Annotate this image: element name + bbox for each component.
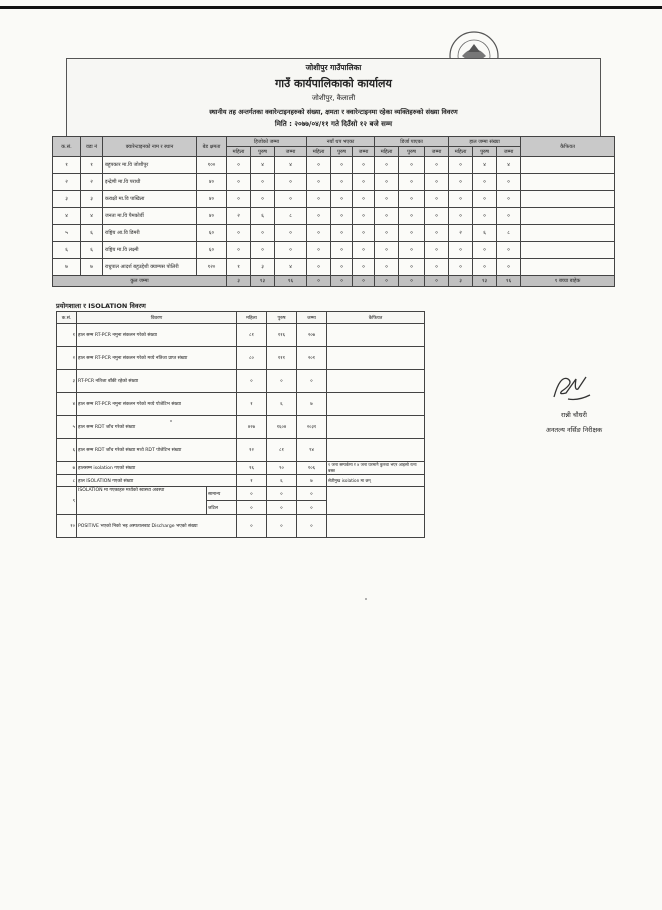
cell-value: ० bbox=[497, 191, 521, 208]
iso-female: ८० bbox=[237, 347, 267, 370]
cell-value: ० bbox=[375, 259, 399, 276]
cell-value: ० bbox=[227, 225, 251, 242]
iso-desc: RT-PCR नतिजा बाँकी रहेको संख्या bbox=[77, 370, 237, 393]
table-row bbox=[53, 157, 615, 174]
cell-value: ० bbox=[449, 208, 473, 225]
total-value: १३ bbox=[473, 276, 497, 287]
iso-desc: हाल सम्म RT-PCR नमुना संकलन गरेको संख्या bbox=[77, 324, 237, 347]
document-header bbox=[66, 58, 601, 139]
iso-remarks: सेतीमुख isolation मा छन् bbox=[327, 475, 425, 487]
scan-speck bbox=[170, 420, 172, 422]
cell-ward: ६ bbox=[81, 242, 103, 259]
iso-sub-label: सामान्य bbox=[207, 487, 237, 501]
cell-value: ० bbox=[227, 191, 251, 208]
col-group-yesterday: हिजोको जम्मा bbox=[227, 137, 307, 147]
iso-desc: हाल ISOLATION गएको संख्या bbox=[77, 475, 237, 487]
iso-female: ० bbox=[237, 370, 267, 393]
cell-value: ० bbox=[449, 174, 473, 191]
cell-remarks bbox=[521, 191, 615, 208]
cell-ward: २ bbox=[81, 174, 103, 191]
cell-value: ० bbox=[399, 191, 425, 208]
iso-col-remarks: कैफियत bbox=[327, 312, 425, 324]
cell-value: ० bbox=[375, 174, 399, 191]
isolation-section-title: प्रयोगशाला र ISOLATION विवरण bbox=[56, 302, 146, 310]
cell-value: ० bbox=[227, 157, 251, 174]
iso-female: ८१ bbox=[237, 324, 267, 347]
col-total: जम्मा bbox=[353, 147, 375, 157]
cell-sn: ४ bbox=[53, 208, 81, 225]
quarantine-table bbox=[52, 136, 615, 287]
cell-value: ० bbox=[353, 208, 375, 225]
cell-capacity: ४० bbox=[197, 191, 227, 208]
table-row bbox=[53, 225, 615, 242]
cell-value: ० bbox=[251, 242, 275, 259]
iso-remarks bbox=[327, 347, 425, 370]
col-group-current: हाल जम्मा संख्या bbox=[449, 137, 521, 147]
col-name: क्वारेन्टाइनको नाम र स्थान bbox=[103, 137, 197, 157]
iso-total: ० bbox=[297, 370, 327, 393]
iso-male: ११६ bbox=[267, 324, 297, 347]
cell-value: ० bbox=[331, 208, 353, 225]
iso-row bbox=[57, 439, 425, 462]
cell-sn: ६ bbox=[53, 242, 81, 259]
iso-remarks bbox=[327, 370, 425, 393]
cell-value: ० bbox=[473, 242, 497, 259]
cell-value: ० bbox=[353, 174, 375, 191]
iso-remarks bbox=[327, 487, 425, 515]
cell-value: ० bbox=[275, 225, 307, 242]
cell-value: ० bbox=[307, 157, 331, 174]
cell-remarks bbox=[521, 208, 615, 225]
col-total: जम्मा bbox=[275, 147, 307, 157]
cell-remarks bbox=[521, 225, 615, 242]
cell-value: ० bbox=[449, 157, 473, 174]
cell-value: ० bbox=[497, 174, 521, 191]
iso-remarks bbox=[327, 416, 425, 439]
iso-total: २०३१ bbox=[297, 416, 327, 439]
total-label: कुल जम्मा bbox=[53, 276, 227, 287]
scan-speck bbox=[365, 598, 367, 600]
cell-value: २ bbox=[227, 208, 251, 225]
total-value: ० bbox=[331, 276, 353, 287]
cell-value: ० bbox=[307, 242, 331, 259]
iso-male: ० bbox=[267, 501, 297, 515]
col-group-discharged: डिर्जा पाएका bbox=[375, 137, 449, 147]
office-address: जोशीपुर, कैलाली bbox=[311, 94, 356, 102]
cell-value: ० bbox=[425, 242, 449, 259]
cell-value: ४ bbox=[275, 259, 307, 276]
cell-ward: ४ bbox=[81, 208, 103, 225]
iso-male: ० bbox=[267, 487, 297, 501]
cell-value: ० bbox=[353, 259, 375, 276]
iso-male: ९० bbox=[267, 462, 297, 475]
col-sn: क.सं. bbox=[53, 137, 81, 157]
cell-ward: ६ bbox=[81, 225, 103, 242]
cell-value: ० bbox=[473, 259, 497, 276]
total-value: १६ bbox=[275, 276, 307, 287]
iso-total: २०१ bbox=[297, 347, 327, 370]
iso-male: ८१ bbox=[267, 439, 297, 462]
iso-female: ० bbox=[237, 501, 267, 515]
col-total: जम्मा bbox=[425, 147, 449, 157]
cell-value: ० bbox=[473, 174, 497, 191]
iso-row bbox=[57, 370, 425, 393]
iso-female: ० bbox=[237, 487, 267, 501]
iso-male: ० bbox=[267, 370, 297, 393]
total-row bbox=[53, 276, 615, 287]
iso-female: ० bbox=[237, 515, 267, 538]
cell-value: ० bbox=[399, 208, 425, 225]
cell-value: ० bbox=[449, 259, 473, 276]
cell-remarks bbox=[521, 174, 615, 191]
col-total: जम्मा bbox=[497, 147, 521, 157]
cell-value: ० bbox=[331, 157, 353, 174]
cell-sn: ५ bbox=[53, 225, 81, 242]
iso-total: ० bbox=[297, 501, 327, 515]
iso-male: ६ bbox=[267, 475, 297, 487]
col-female: महिला bbox=[375, 147, 399, 157]
iso-male: ० bbox=[267, 515, 297, 538]
municipality-name: जोशीपुर गाउँपालिका bbox=[305, 63, 362, 72]
cell-value: ० bbox=[399, 225, 425, 242]
signatory-title: अनतल्य नर्सिङ निरीक्षक bbox=[545, 426, 603, 434]
total-value: ० bbox=[399, 276, 425, 287]
cell-value: ० bbox=[425, 225, 449, 242]
cell-remarks bbox=[521, 259, 615, 276]
cell-value: ० bbox=[331, 225, 353, 242]
cell-value: ० bbox=[399, 157, 425, 174]
cell-value: ० bbox=[307, 225, 331, 242]
cell-name: राधुपाल आदर्श बहुउद्देशी क्याम्पस पोलिरी bbox=[103, 259, 197, 276]
iso-sn: ६ bbox=[57, 439, 77, 462]
cell-value: ० bbox=[307, 174, 331, 191]
iso-col-female: महिला bbox=[237, 312, 267, 324]
iso-row bbox=[57, 487, 425, 501]
cell-value: ० bbox=[425, 259, 449, 276]
report-subject: स्थानीय तह अन्तर्गतका क्वारेन्टाइनहरुको संख्या, क्षमता र क्वारेन्टाइनमा रहेका व्यक्तिहरुको संख्या विवरण bbox=[209, 108, 458, 116]
iso-sub-label: जटिल bbox=[207, 501, 237, 515]
cell-capacity: ६० bbox=[197, 242, 227, 259]
iso-female: १ bbox=[237, 475, 267, 487]
cell-value: ० bbox=[331, 242, 353, 259]
cell-value: ४ bbox=[473, 157, 497, 174]
iso-row bbox=[57, 393, 425, 416]
cell-value: ० bbox=[497, 208, 521, 225]
cell-ward: १ bbox=[81, 157, 103, 174]
cell-name: कराक्षी मा.वि पाखिला bbox=[103, 191, 197, 208]
iso-desc: हाल सम्म RT-PCR नमुना संकलन गरेको मध्ये नतिजा प्राप्त संख्या bbox=[77, 347, 237, 370]
iso-col-total: जम्मा bbox=[297, 312, 327, 324]
iso-row bbox=[57, 515, 425, 538]
iso-col-sn: क.सं. bbox=[57, 312, 77, 324]
cell-value: ० bbox=[375, 157, 399, 174]
cell-value: ० bbox=[331, 174, 353, 191]
cell-value: ८ bbox=[275, 208, 307, 225]
iso-desc: हाल सम्म RDT जाँच गरेको संख्या मध्ये RDT पोजेटिभ संख्या bbox=[77, 439, 237, 462]
cell-value: ० bbox=[353, 242, 375, 259]
total-value: ० bbox=[425, 276, 449, 287]
cell-value: ० bbox=[399, 242, 425, 259]
iso-sn: २ bbox=[57, 347, 77, 370]
iso-total: २०७ bbox=[297, 324, 327, 347]
report-date: मिति : २०७७/०४/११ गते दिउँसो १२ बजे सम्म bbox=[274, 120, 393, 128]
cell-value: ० bbox=[307, 259, 331, 276]
cell-value: ० bbox=[275, 174, 307, 191]
iso-row bbox=[57, 462, 425, 475]
cell-value: ० bbox=[399, 259, 425, 276]
cell-remarks bbox=[521, 242, 615, 259]
iso-remarks bbox=[327, 515, 425, 538]
iso-male: १६०४ bbox=[267, 416, 297, 439]
cell-value: ६ bbox=[251, 208, 275, 225]
cell-name: राष्ट्रिय मा.वि लक्ष्मी bbox=[103, 242, 197, 259]
cell-name: जनता मा.वि पैमकोर्वी bbox=[103, 208, 197, 225]
cell-ward: ३ bbox=[81, 191, 103, 208]
cell-value: ० bbox=[425, 174, 449, 191]
cell-value: ० bbox=[425, 208, 449, 225]
iso-desc: ISOLATION मा गएकाहरु मध्येको स्वास्थ्य अवस्था bbox=[77, 487, 207, 515]
cell-remarks bbox=[521, 157, 615, 174]
iso-row bbox=[57, 475, 425, 487]
table-row bbox=[53, 174, 615, 191]
cell-value: ० bbox=[251, 191, 275, 208]
cell-value: ० bbox=[375, 242, 399, 259]
cell-value: २ bbox=[449, 225, 473, 242]
col-female: महिला bbox=[449, 147, 473, 157]
cell-value: ० bbox=[307, 208, 331, 225]
cell-value: ० bbox=[375, 191, 399, 208]
total-value: १३ bbox=[251, 276, 275, 287]
cell-value: ० bbox=[497, 259, 521, 276]
iso-female: १२ bbox=[237, 439, 267, 462]
cell-value: ४ bbox=[497, 157, 521, 174]
cell-sn: १ bbox=[53, 157, 81, 174]
col-male: पुरुष bbox=[399, 147, 425, 157]
iso-col-male: पुरुष bbox=[267, 312, 297, 324]
total-value: ३ bbox=[449, 276, 473, 287]
col-capacity: बेड क्षमता bbox=[197, 137, 227, 157]
scan-top-border bbox=[0, 6, 662, 9]
cell-capacity: ४० bbox=[197, 208, 227, 225]
col-male: पुरुष bbox=[473, 147, 497, 157]
iso-row bbox=[57, 416, 425, 439]
table-row bbox=[53, 191, 615, 208]
cell-value: ० bbox=[331, 259, 353, 276]
total-value: ० bbox=[353, 276, 375, 287]
iso-desc: हालसम्म isolation गएको संख्या bbox=[77, 462, 237, 475]
iso-remarks bbox=[327, 324, 425, 347]
iso-sn: ८ bbox=[57, 475, 77, 487]
cell-value: ० bbox=[251, 225, 275, 242]
cell-value: ० bbox=[227, 174, 251, 191]
cell-value: ० bbox=[275, 191, 307, 208]
iso-sn: ५ bbox=[57, 416, 77, 439]
iso-sn: ३ bbox=[57, 370, 77, 393]
office-title: गाउँ कार्यपालिकाको कार्यालय bbox=[275, 77, 392, 90]
total-value: ० bbox=[375, 276, 399, 287]
iso-desc: हाल सम्म RT-PCR नमुना संकलन गरेको मध्ये पोजेटिभ संख्या bbox=[77, 393, 237, 416]
cell-value: ० bbox=[425, 157, 449, 174]
col-female: महिला bbox=[307, 147, 331, 157]
iso-female: ४२७ bbox=[237, 416, 267, 439]
cell-value: ० bbox=[449, 242, 473, 259]
cell-value: ० bbox=[227, 242, 251, 259]
iso-total: ७ bbox=[297, 475, 327, 487]
cell-value: १ bbox=[227, 259, 251, 276]
cell-value: ० bbox=[251, 174, 275, 191]
col-remarks: कैफियत bbox=[521, 137, 615, 157]
cell-value: ४ bbox=[275, 157, 307, 174]
cell-value: ० bbox=[307, 191, 331, 208]
iso-sn: ७ bbox=[57, 462, 77, 475]
cell-value: ० bbox=[399, 174, 425, 191]
cell-ward: ७ bbox=[81, 259, 103, 276]
table-row bbox=[53, 208, 615, 225]
col-male: पुरुष bbox=[251, 147, 275, 157]
iso-sn: १० bbox=[57, 515, 77, 538]
cell-name: इन्द्रेणी मा.वि पराधी bbox=[103, 174, 197, 191]
col-ward: वडा नं bbox=[81, 137, 103, 157]
col-male: पुरुष bbox=[331, 147, 353, 157]
col-female: महिला bbox=[227, 147, 251, 157]
cell-value: ० bbox=[425, 191, 449, 208]
iso-sn: ९ bbox=[57, 487, 77, 515]
iso-total: १०६ bbox=[297, 462, 327, 475]
total-value: ३ bbox=[227, 276, 251, 287]
cell-capacity: ४० bbox=[197, 174, 227, 191]
cell-name: राष्ट्रिय आ.वि डिमरी bbox=[103, 225, 197, 242]
cell-capacity: १०० bbox=[197, 157, 227, 174]
iso-remarks bbox=[327, 439, 425, 462]
cell-value: ० bbox=[473, 208, 497, 225]
table-row bbox=[53, 259, 615, 276]
cell-value: ० bbox=[497, 242, 521, 259]
iso-female: १६ bbox=[237, 462, 267, 475]
cell-sn: ३ bbox=[53, 191, 81, 208]
iso-male: १११ bbox=[267, 347, 297, 370]
handwritten-signature bbox=[548, 369, 594, 405]
cell-value: ० bbox=[375, 208, 399, 225]
iso-desc: POSITIVE भएको निको भइ अस्पतालबाट Discharge भएको संख्या bbox=[77, 515, 237, 538]
cell-value: ० bbox=[353, 157, 375, 174]
iso-male: ६ bbox=[267, 393, 297, 416]
iso-remarks: १ जना सम्पर्कमा र ४ जना घरमानै कुरुवा भएर आइसो रत्ना बस्छ bbox=[327, 462, 425, 475]
cell-value: ० bbox=[331, 191, 353, 208]
cell-value: ८ bbox=[497, 225, 521, 242]
iso-desc: हाल सम्म RDT जाँच गरेको संख्या bbox=[77, 416, 237, 439]
cell-value: ० bbox=[353, 191, 375, 208]
iso-total: ० bbox=[297, 487, 327, 501]
cell-sn: २ bbox=[53, 174, 81, 191]
cell-value: ० bbox=[473, 191, 497, 208]
table-row bbox=[53, 242, 615, 259]
cell-value: ० bbox=[353, 225, 375, 242]
cell-value: ० bbox=[275, 242, 307, 259]
cell-value: ६ bbox=[473, 225, 497, 242]
iso-female: १ bbox=[237, 393, 267, 416]
iso-col-desc: विवरण bbox=[77, 312, 237, 324]
total-remark: १ बच्चा बाहेक bbox=[521, 276, 615, 287]
cell-value: ० bbox=[449, 191, 473, 208]
iso-sn: १ bbox=[57, 324, 77, 347]
iso-row bbox=[57, 347, 425, 370]
signatory-name: रान्नी चौधरी bbox=[561, 411, 587, 419]
total-value: ० bbox=[307, 276, 331, 287]
cell-capacity: १२० bbox=[197, 259, 227, 276]
iso-row bbox=[57, 324, 425, 347]
total-value: १६ bbox=[497, 276, 521, 287]
cell-value: ४ bbox=[251, 157, 275, 174]
iso-total: ७ bbox=[297, 393, 327, 416]
cell-sn: ७ bbox=[53, 259, 81, 276]
iso-total: ० bbox=[297, 515, 327, 538]
cell-value: ३ bbox=[251, 259, 275, 276]
iso-total: ९४ bbox=[297, 439, 327, 462]
cell-value: ० bbox=[375, 225, 399, 242]
isolation-table bbox=[56, 311, 425, 538]
col-group-new: नयाँ थप भएका bbox=[307, 137, 375, 147]
iso-sn: ४ bbox=[57, 393, 77, 416]
cell-capacity: ६० bbox=[197, 225, 227, 242]
cell-name: बहुपकार मा.वि जोशीपुर bbox=[103, 157, 197, 174]
iso-remarks bbox=[327, 393, 425, 416]
